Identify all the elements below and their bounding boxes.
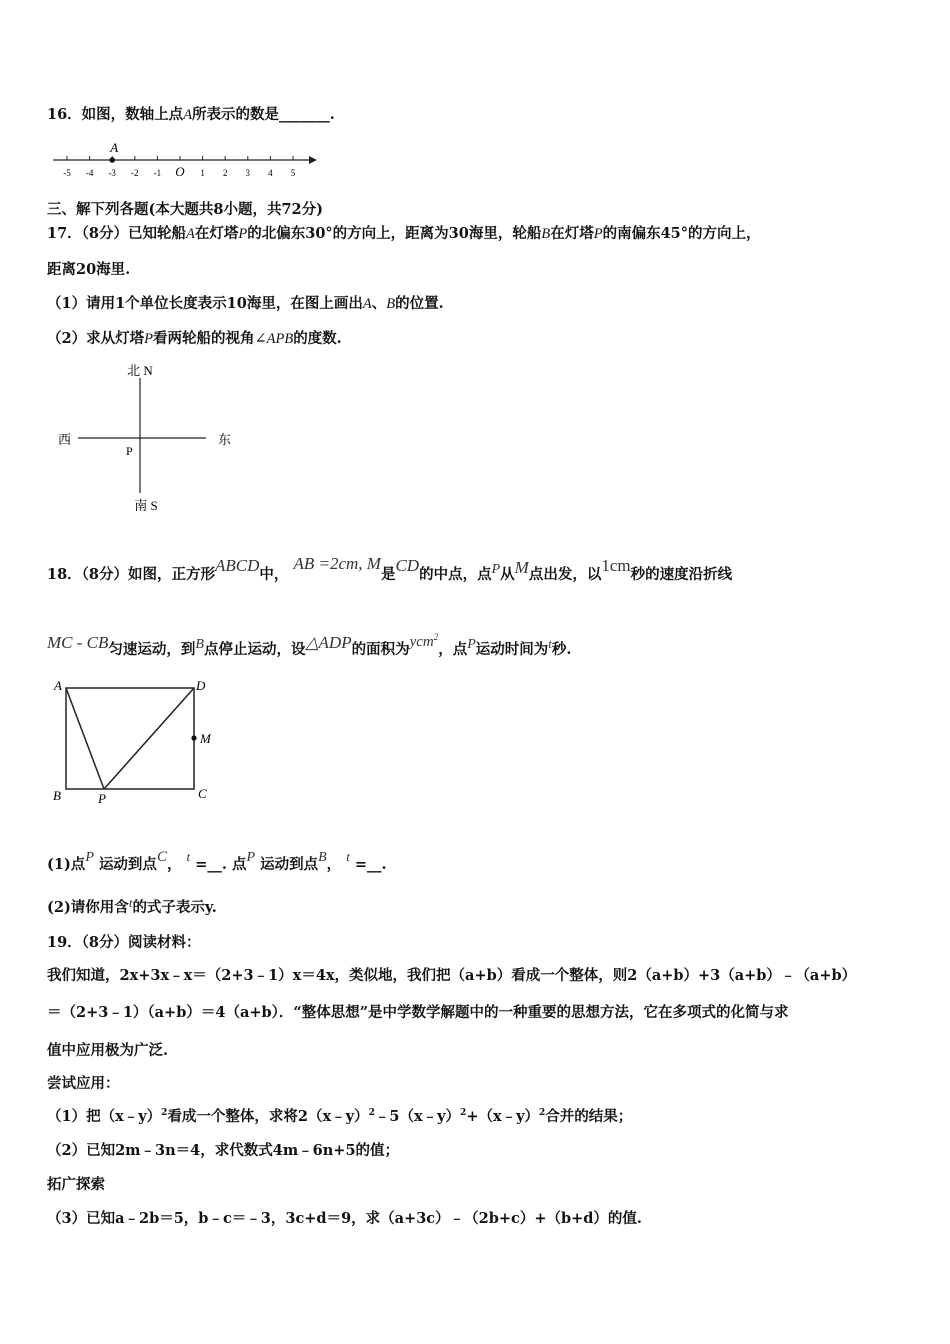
q19-title: 19．（8分）阅读材料： xyxy=(47,934,201,951)
section-3-title: 三、解下列各题(本大题共8小题，共72分) xyxy=(47,201,323,218)
compass-center-label: P xyxy=(126,444,133,458)
compass-east-label: 东 xyxy=(218,432,232,447)
q16-text: 16．如图，数轴上点A所表示的数是_______. xyxy=(47,106,335,123)
q18-sub1: (1)点P 运动到点C， t =__. 点P 运动到点B， t =__. xyxy=(47,849,387,873)
compass-west-label: 西 xyxy=(58,432,72,447)
point-m xyxy=(191,735,196,740)
number-line-tick-label: 1 xyxy=(200,168,205,178)
q19-try-heading: 尝试应用： xyxy=(47,1075,120,1092)
number-line-point-a xyxy=(109,157,115,163)
number-line-tick-label: 2 xyxy=(222,168,228,178)
q18-line2: MC - CB匀速运动，到B点停止运动，设△ADP的面积为ycm$^2$，点P运动时间为t秒. xyxy=(47,632,572,658)
segment-ap xyxy=(66,688,104,789)
q17-line1: 17．（8分）已知轮船A在灯塔P的北偏东30°的方向上，距离为30海里，轮船B在灯塔P的南偏东45°的方向上， xyxy=(47,225,761,242)
number-line-arrow xyxy=(309,156,317,164)
number-line-tick-label: -4 xyxy=(85,168,94,178)
compass-diagram xyxy=(50,358,250,518)
q19-try-2: （2）已知2m﹣3n＝4，求代数式4m﹣6n+5的值； xyxy=(47,1142,400,1159)
segment-dp xyxy=(104,688,194,789)
number-line xyxy=(45,138,335,182)
q19-para-line2: ＝（2+3﹣1）（a+b）＝4（a+b）．“整体思想”是中学数学解题中的一种重要的思想方法，它在多项式的化简与求 xyxy=(47,1004,789,1021)
label-m: M xyxy=(200,731,211,746)
q19-para-line3: 值中应用极为广泛. xyxy=(47,1042,169,1059)
q18-line1: 18．（8分）如图，正方形ABCD中， AB =2cm, M是CD的中点，点P从M点出发，以1cm秒的速度沿折线 xyxy=(47,554,733,583)
number-line-tick-label: -5 xyxy=(63,168,71,178)
number-line-tick-label: 3 xyxy=(245,168,251,178)
q17-sub1: （1）请用1个单位长度表示10海里，在图上画出A、B的位置. xyxy=(47,295,444,312)
label-p: P xyxy=(98,791,106,806)
label-a: A xyxy=(54,678,62,693)
square-diagram xyxy=(48,672,228,812)
label-d: D xyxy=(196,678,206,693)
q18-sub2: (2)请你用含t的式子表示y. xyxy=(47,895,217,916)
label-b: B xyxy=(53,788,61,803)
number-line-tick-label: -2 xyxy=(131,168,139,178)
q19-extension-heading: 拓广探索 xyxy=(47,1176,105,1193)
q17-line2: 距离20海里. xyxy=(47,261,131,278)
q19-try-1: （1）把（x﹣y）$^2$看成一个整体，求将2（x﹣y）$^2$﹣5（x﹣y）$^2$+（x﹣y）$^2$合并的结果； xyxy=(47,1108,633,1125)
number-line-point-label: A xyxy=(110,140,119,155)
compass-north-label: 北 N xyxy=(127,363,153,378)
q17-sub2: （2）求从灯塔P看两轮船的视角∠APB的度数. xyxy=(47,330,342,347)
q19-extension-3: （3）已知a﹣2b＝5，b﹣c＝﹣3，3c+d＝9，求（a+3c）﹣（2b+c）+（b+d）的值. xyxy=(47,1210,642,1227)
number-line-tick-label: 5 xyxy=(290,168,296,178)
label-c: C xyxy=(198,786,207,801)
number-line-tick-label: 4 xyxy=(268,168,273,178)
number-line-tick-label: -3 xyxy=(108,168,116,178)
number-line-tick-label: -1 xyxy=(153,168,162,178)
compass-south-label: 南 S xyxy=(134,498,158,513)
q19-para-line1: 我们知道，2x+3x﹣x＝（2+3﹣1）x＝4x，类似地，我们把（a+b）看成一个整体，则2（a+b）+3（a+b）﹣（a+b） xyxy=(47,967,857,984)
number-line-tick-label: O xyxy=(175,164,185,179)
